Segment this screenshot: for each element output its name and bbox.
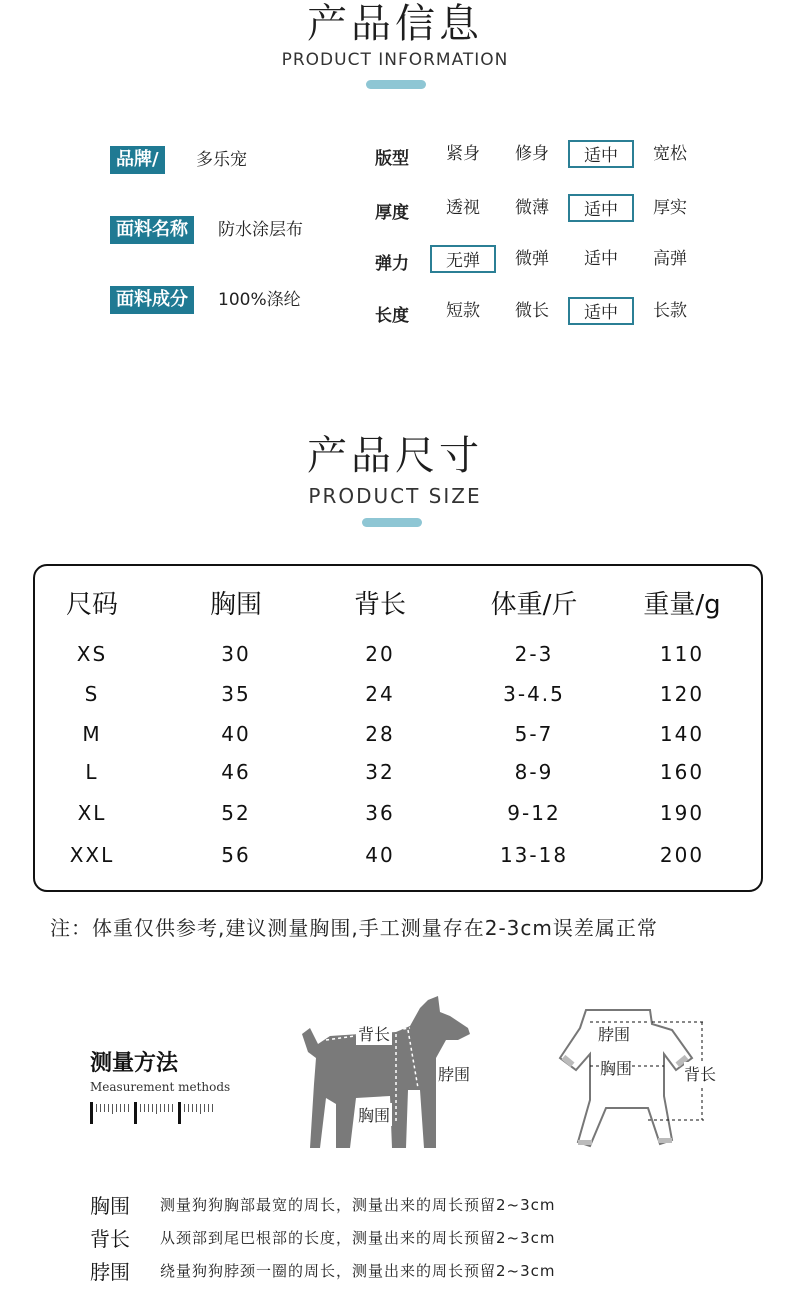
attribute-option: 微弹 bbox=[515, 249, 549, 269]
desc-term: 背长 bbox=[90, 1227, 130, 1251]
size-subtitle: PRODUCT SIZE bbox=[308, 484, 482, 508]
attribute-option: 微薄 bbox=[515, 198, 549, 218]
attribute-option: 紧身 bbox=[446, 144, 480, 164]
size-table-cell: XS bbox=[76, 642, 108, 666]
attribute-option-selected: 无弹 bbox=[430, 245, 496, 273]
size-table-cell: 36 bbox=[365, 801, 395, 825]
size-table-cell: XXL bbox=[69, 843, 115, 867]
size-table-cell: 46 bbox=[221, 760, 251, 784]
desc-term: 胸围 bbox=[90, 1194, 130, 1218]
size-table-cell: 20 bbox=[365, 642, 395, 666]
size-table-cell: S bbox=[84, 682, 100, 706]
size-table-cell: 5-7 bbox=[514, 722, 554, 746]
attribute-option-selected: 适中 bbox=[568, 297, 634, 325]
note-text: 注：体重仅供参考,建议测量胸围,手工测量存在2-3cm误差属正常 bbox=[50, 916, 658, 940]
desc-text: 从颈部到尾巴根部的长度，测量出来的周长预留2~3cm bbox=[160, 1229, 556, 1247]
size-table-header: 尺码 bbox=[65, 590, 118, 620]
fabric-composition-value: 100%涤纶 bbox=[218, 290, 301, 310]
size-table-cell: 190 bbox=[659, 801, 705, 825]
measure-title: 测量方法 bbox=[90, 1051, 179, 1076]
size-table-cell: 110 bbox=[659, 642, 705, 666]
brand-value: 多乐宠 bbox=[196, 150, 247, 170]
size-table-cell: 200 bbox=[659, 843, 705, 867]
attribute-name: 厚度 bbox=[375, 203, 409, 223]
size-table-header: 背长 bbox=[353, 590, 406, 620]
garment-label-back: 背长 bbox=[684, 1062, 716, 1085]
fabric-composition-label: 面料成分 bbox=[110, 286, 194, 314]
garment-label-chest: 胸围 bbox=[600, 1056, 632, 1079]
attribute-option-selected: 适中 bbox=[568, 140, 634, 168]
size-table-cell: 24 bbox=[365, 682, 395, 706]
size-table-cell: 28 bbox=[365, 722, 395, 746]
size-table-cell: M bbox=[82, 722, 102, 746]
attribute-option: 透视 bbox=[446, 198, 480, 218]
garment-label-neck: 脖围 bbox=[598, 1025, 631, 1044]
attribute-option: 厚实 bbox=[653, 198, 687, 218]
size-table-cell: 32 bbox=[365, 760, 395, 784]
attribute-option: 高弹 bbox=[653, 249, 687, 269]
info-title: 产品信息 bbox=[307, 1, 483, 47]
desc-term: 脖围 bbox=[90, 1260, 130, 1284]
size-table-cell: 56 bbox=[221, 843, 251, 867]
size-table-cell: 13-18 bbox=[499, 843, 569, 867]
size-table-cell: 30 bbox=[221, 642, 251, 666]
size-table-cell: XL bbox=[77, 801, 107, 825]
attribute-option-selected: 适中 bbox=[568, 194, 634, 222]
size-table-cell: 40 bbox=[365, 843, 395, 867]
size-table-cell: 8-9 bbox=[514, 760, 554, 784]
size-table-cell: 140 bbox=[659, 722, 705, 746]
measure-subtitle: Measurement methods bbox=[90, 1080, 231, 1094]
size-accent-bar bbox=[362, 518, 422, 527]
size-table-cell: 52 bbox=[221, 801, 251, 825]
size-table-cell: 40 bbox=[221, 722, 251, 746]
desc-text: 测量狗狗胸部最宽的周长，测量出来的周长预留2~3cm bbox=[160, 1196, 556, 1214]
attribute-option: 修身 bbox=[515, 144, 549, 164]
size-table-cell: 9-12 bbox=[507, 801, 561, 825]
attribute-name: 长度 bbox=[375, 306, 409, 326]
size-table-header: 体重/斤 bbox=[490, 590, 578, 620]
attribute-option: 长款 bbox=[653, 301, 687, 321]
attribute-name: 版型 bbox=[375, 149, 409, 169]
ruler-icon bbox=[90, 1100, 220, 1126]
fabric-name-label: 面料名称 bbox=[110, 216, 194, 244]
info-accent-bar bbox=[366, 80, 426, 89]
size-table-header: 重量/g bbox=[643, 590, 721, 620]
size-table-cell: L bbox=[85, 760, 99, 784]
info-subtitle: PRODUCT INFORMATION bbox=[281, 50, 509, 70]
size-table-cell: 3-4.5 bbox=[503, 682, 565, 706]
attribute-name: 弹力 bbox=[375, 254, 409, 274]
size-table-cell: 120 bbox=[659, 682, 705, 706]
dog-label-chest: 胸围 bbox=[356, 1103, 392, 1126]
size-table-cell: 2-3 bbox=[514, 642, 554, 666]
dog-label-neck: 脖围 bbox=[436, 1062, 472, 1085]
size-title: 产品尺寸 bbox=[307, 433, 483, 479]
attribute-option: 宽松 bbox=[653, 144, 687, 164]
attribute-option: 微长 bbox=[515, 301, 549, 321]
size-table-header: 胸围 bbox=[209, 590, 262, 620]
dog-label-back: 背长 bbox=[356, 1022, 392, 1045]
desc-text: 绕量狗狗脖颈一圈的周长，测量出来的周长预留2~3cm bbox=[160, 1262, 556, 1280]
fabric-name-value: 防水涂层布 bbox=[218, 220, 303, 240]
attribute-option: 适中 bbox=[584, 249, 618, 269]
size-table-cell: 35 bbox=[221, 682, 251, 706]
attribute-option: 短款 bbox=[446, 301, 480, 321]
size-table-cell: 160 bbox=[659, 760, 705, 784]
brand-label: 品牌/ bbox=[110, 146, 165, 174]
